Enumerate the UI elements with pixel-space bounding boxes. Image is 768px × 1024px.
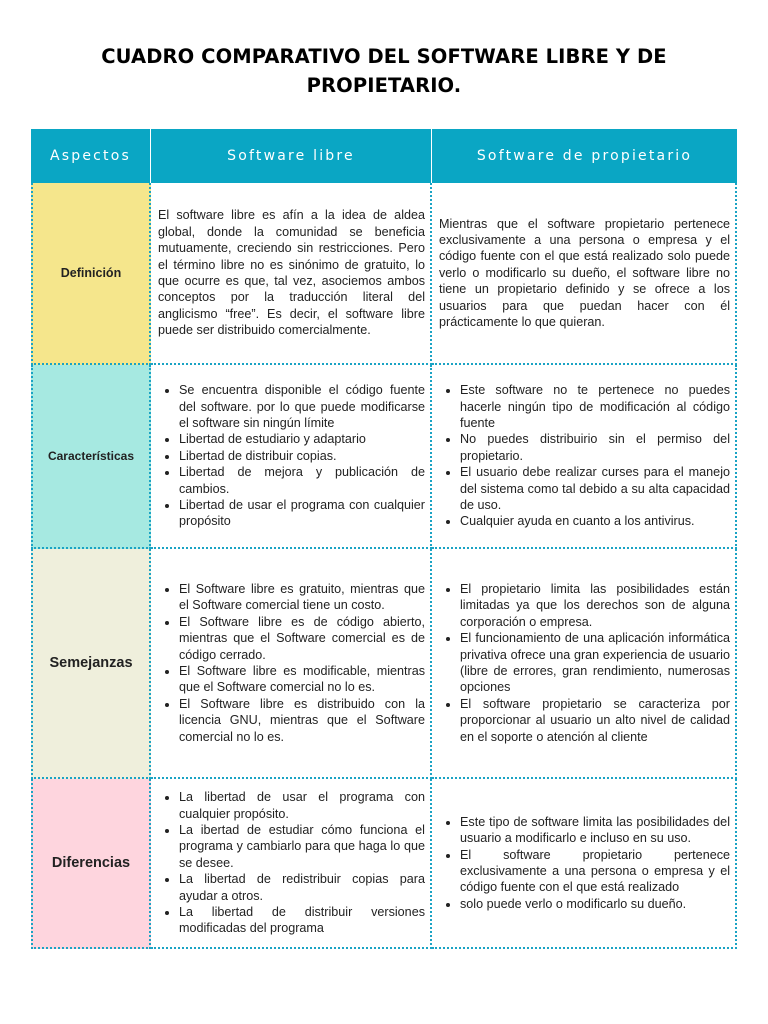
list-item: • No puedes distribuirio sin el permiso del propietario. (460, 431, 730, 464)
aspect-cell-caracteristicas (31, 365, 151, 549)
header-software-libre: Software libre (151, 129, 432, 183)
table-header-row (31, 129, 737, 183)
list-item: • El propietario limita las posibilidades están limitadas ya que los derechos son de alguna corporación o empresa. (460, 581, 730, 630)
aspect-label: Diferencias (51, 854, 131, 871)
aspect-label: Características (47, 448, 135, 463)
semejanzas-propietario-cell (432, 549, 737, 779)
list-item: • El Software libre es gratuito, mientras que el Software comercial tiene un costo. (179, 581, 425, 614)
list-item: • Se encuentra disponible el código fuente del software. por lo que puede modificarse el software sin ningún límite (179, 382, 425, 431)
header-software-propietario: Software de propietario (432, 129, 737, 183)
semejanzas-libre-cell (151, 549, 432, 779)
list-item: • Este software no te pertenece no puedes hacerle ningún tipo de modificación al código fuente (460, 382, 730, 431)
diferencias-libre-cell (151, 779, 432, 949)
list-item: • El Software libre es de código abierto, mientras que el Software comercial es de código cerrado. (179, 614, 425, 663)
aspect-cell-semejanzas (31, 549, 151, 779)
definicion-libre-cell (151, 183, 432, 365)
aspect-label: Definición (60, 265, 122, 280)
list-item: • La libertad de redistribuir copias para ayudar a otros. (179, 871, 425, 904)
caracteristicas-libre-cell (151, 365, 432, 549)
list-item: • La ibertad de estudiar cómo funciona el programa y cambiarlo para que haga lo que se desee. (179, 822, 425, 871)
row-semejanzas (31, 549, 737, 779)
definicion-propietario-text: Mientras que el software propietario pertenece exclusivamente a una persona o empresa y el código fuente con el que está realizado solo puede verlo o modificarlo su dueño, el software libre no tiene un propietario definido y se ofrece a los usuarios para que puedan hacer con él prácticamente lo que quieran. (439, 216, 730, 330)
caracteristicas-propietario-list (439, 382, 730, 530)
definicion-libre-text: El software libre es afín a la idea de aldea global, donde la comunidad se beneficia mutuamente, creciendo sin restricciones. Pero el término libre no es sinónimo de gratuito, lo que ocurre es que, tal vez, asociemos ambos conceptos por la traducción literal del anglicismo “free”. Es decir, el software libre puede ser distribuido comercialmente. (158, 208, 425, 338)
title-line-2: PROPIETARIO. (306, 74, 462, 97)
row-definicion (31, 183, 737, 365)
aspect-cell-definicion (31, 183, 151, 365)
list-item: • solo puede verlo o modificarlo su dueño. (460, 896, 730, 912)
diferencias-propietario-list (439, 814, 730, 912)
list-item: • Libertad de estudiario y adaptario (179, 431, 425, 447)
list-item: • El Software libre es distribuido con la licencia GNU, mientras que el Software comercial no lo es. (179, 696, 425, 745)
aspect-label: Semejanzas (49, 654, 133, 671)
list-item: • El software propietario se caracteriza por proporcionar al usuario un alto nivel de calidad en el soporte o atención al cliente (460, 696, 730, 745)
list-item: • El usuario debe realizar curses para el manejo del sistema como tal debido a su alta capacidad de uso. (460, 464, 730, 513)
definicion-propietario-cell (432, 183, 737, 365)
list-item: • La libertad de usar el programa con cualquier propósito. (179, 789, 425, 822)
diferencias-libre-list (158, 789, 425, 937)
diferencias-propietario-cell (432, 779, 737, 949)
list-item: • Libertad de usar el programa con cualquier propósito (179, 497, 425, 530)
semejanzas-libre-list (158, 581, 425, 745)
caracteristicas-propietario-cell (432, 365, 737, 549)
list-item: • La libertad de distribuir versiones modificadas del programa (179, 904, 425, 937)
row-caracteristicas (31, 365, 737, 549)
aspect-cell-diferencias (31, 779, 151, 949)
page-title (40, 42, 728, 100)
list-item: • El funcionamiento de una aplicación informática privativa ofrece una gran experiencia de usuario (libre de errores, gran rendimiento, numerosas opciones (460, 630, 730, 696)
comparison-table (31, 129, 737, 949)
list-item: • Cualquier ayuda en cuanto a los antivirus. (460, 513, 730, 529)
row-diferencias (31, 779, 737, 949)
list-item: • El software propietario pertenece exclusivamente a una persona o empresa y el código fuente con el que está realizado (460, 847, 730, 896)
caracteristicas-libre-list (158, 382, 425, 530)
semejanzas-propietario-list (439, 581, 730, 745)
list-item: • El Software libre es modificable, mientras que el Software comercial no lo es. (179, 663, 425, 696)
list-item: • Este tipo de software limita las posibilidades del usuario a modificarlo e incluso en su uso. (460, 814, 730, 847)
list-item: • Libertad de mejora y publicación de cambios. (179, 464, 425, 497)
title-line-1: CUADRO COMPARATIVO DEL SOFTWARE LIBRE Y DE (101, 45, 667, 68)
list-item: • Libertad de distribuir copias. (179, 448, 425, 464)
header-aspectos: Aspectos (31, 129, 151, 183)
